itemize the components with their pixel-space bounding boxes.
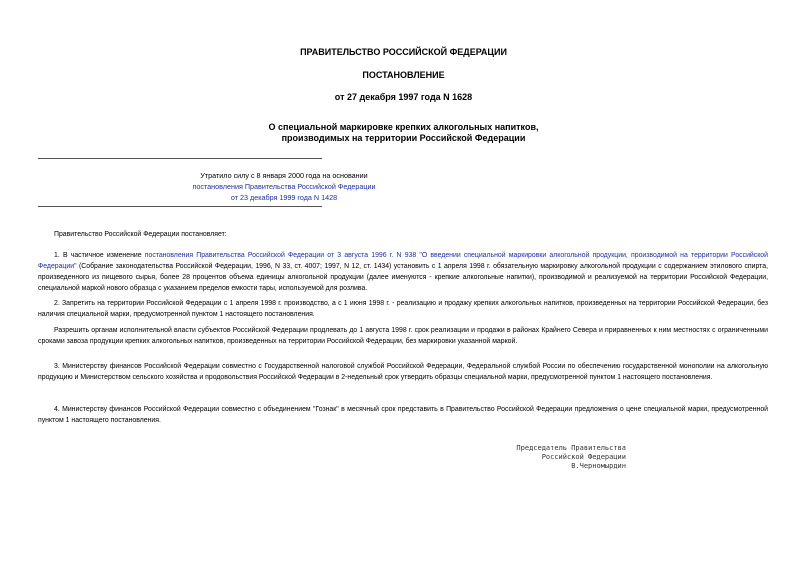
intro-paragraph: Правительство Российской Федерации постановляет:	[54, 231, 227, 238]
paragraph-1-text: (Собрание законодательства Российской Федерации, 1996, N 33, ст. 4007; 1997, N 12, ст. 1434) установить с 1 апреля 1998 г. обязательную маркировку алкогольной продукции с содержанием этилового спирта, произведенного из пищевого сырья, более 28 процентов объема единицы алкогольной продукции (далее именуются - крепкие алкогольные напитки), производимой и реализуемой на территории Российской Федерации, специальной маркой нового образца с указанием пределов емкости тары, используемой для розлива.	[38, 263, 768, 292]
paragraph-1-prefix: 1. В частичное изменение	[54, 252, 145, 259]
paragraph-2: 2. Запретить на территории Российской Федерации с 1 апреля 1998 г. производство, а с 1 июня 1998 г. - реализацию и продажу крепких алкогольных напитков, произведенных на территории Российской Федерации, без наличия специальной марки, предусмотренной пунктом 1 настоящего постановления.	[38, 300, 768, 318]
paragraph-3: 3. Министерству финансов Российской Федерации совместно с Государственной налоговой службой Российской Федерации, Федеральной службой России по обеспечению государственной монополии на алкогольную продукцию и Министерством сельского хозяйства и продовольствия Российской Федерации в 2-недельный срок утвердить образцы специальной марки, предусмотренной пунктом 1 настоящего постановления.	[38, 363, 768, 381]
paragraph-2-continued: Разрешить органам исполнительной власти субъектов Российской Федерации продлевать до 1 августа 1998 г. срок реализации и продажи в районах Крайнего Севера и приравненных к ним местностях с ограниченными сроками завоза продукции крепких алкогольных напитков, произведенных на территории Российской Федерации, без маркировки указанной маркой.	[38, 327, 768, 345]
status-note	[38, 170, 530, 203]
divider-bottom	[38, 206, 322, 207]
paragraph-4: 4. Министерству финансов Российской Федерации совместно с объединением "Гознак" в месячный срок представить в Правительство Российской Федерации предложения о цене специальной марки, предусмотренной пунктом 1 настоящего постановления.	[38, 406, 768, 424]
decree-938-link[interactable]: постановления Правительства Российской Федерации от 3 августа 1996 г. N 938 "О введении специальной маркировки алкогольной продукции, производимой на территории Российской Федерации"	[38, 252, 768, 270]
date-number-heading: от 27 декабря 1997 года N 1628	[334, 92, 473, 102]
signature-block	[470, 444, 626, 471]
signature-name: В.Черномырдин	[571, 462, 626, 470]
title-line-1: О специальной маркировке крепких алкогольных напитков,	[268, 122, 539, 132]
title-line-2: производимых на территории Российской Федерации	[281, 133, 526, 143]
issuer-heading: ПРАВИТЕЛЬСТВО РОССИЙСКОЙ ФЕДЕРАЦИИ	[300, 47, 507, 57]
status-note-link-line-1[interactable]: постановления Правительства Российской Федерации	[192, 182, 376, 191]
status-note-link-line-2[interactable]: от 23 декабря 1999 года N 1428	[230, 193, 338, 202]
signature-org: Российской Федерации	[541, 453, 626, 461]
document-type-heading: ПОСТАНОВЛЕНИЕ	[362, 70, 445, 80]
signature-title: Председатель Правительства	[516, 444, 626, 452]
divider-top	[38, 158, 322, 159]
paragraph-1	[38, 250, 768, 294]
status-note-text: Утратило силу с 8 января 2000 года на основании	[200, 171, 368, 180]
